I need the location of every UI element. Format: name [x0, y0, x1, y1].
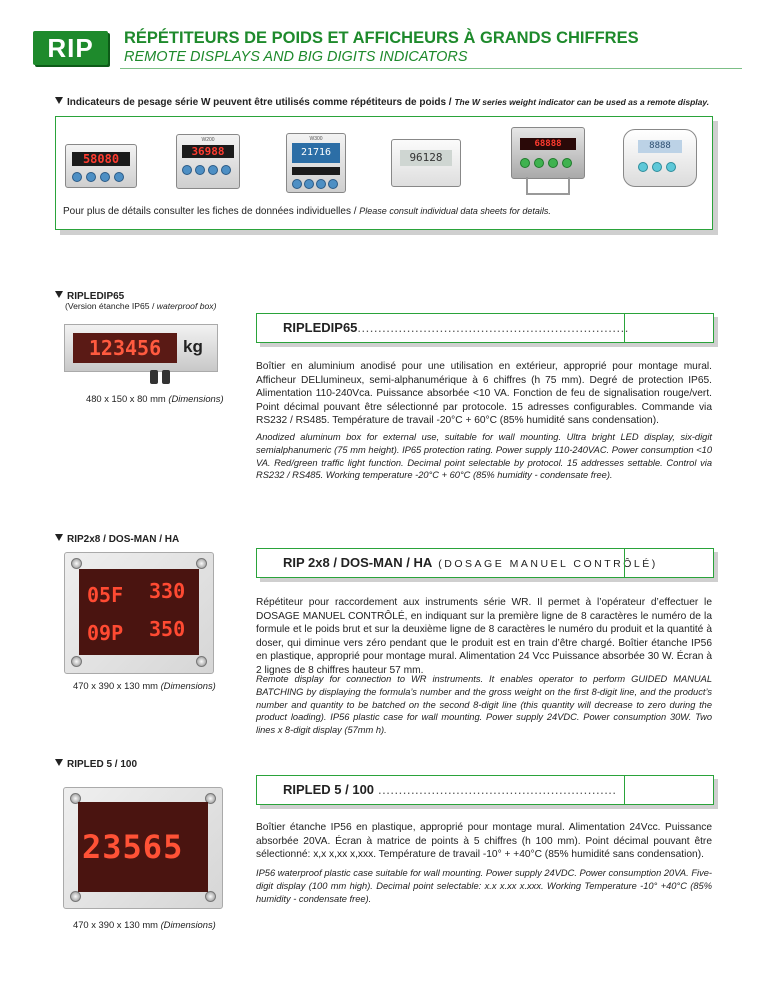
- led-line1-right: 330: [149, 579, 186, 603]
- dimensions-ripledip65: [86, 393, 224, 404]
- led-line2-right: 350: [149, 617, 186, 641]
- leader-dots: ..........................................................: [378, 782, 617, 797]
- product-title-box-ripledip65: [256, 313, 714, 343]
- device-key: [100, 172, 110, 182]
- dims-value: 480 x 150 x 80 mm: [86, 393, 169, 404]
- description-fr-ripled5: Boîtier étanche IP56 en plastique, approprié pour montage mural. Alimentation 24Vcc. Puissance absorbée 20VA. Écran à matrice de points à 5 chiffres (h 100 mm). Point décimal pouvant être sélectionné: x,x x,xx x,xxx. Température de travail -10° + +40°C (85% humidité sans condensation).: [256, 822, 712, 861]
- section-sub-fr: (Version étanche IP65 /: [65, 301, 157, 311]
- indicator-device-6: [623, 129, 697, 187]
- device-readout: 8888: [638, 140, 682, 153]
- price-cell: [624, 549, 713, 577]
- device-key: [292, 179, 302, 189]
- led-panel: [79, 569, 199, 655]
- device-key: [195, 165, 205, 175]
- ripled5-image: [63, 787, 223, 909]
- led-line2-left: 09P: [87, 621, 124, 645]
- page-subtitle: REMOTE DISPLAYS AND BIG DIGITS INDICATORS: [124, 49, 468, 65]
- leader-dots: ..................................................................: [357, 320, 629, 335]
- triangle-bullet-icon: [55, 97, 63, 104]
- screw: [70, 891, 81, 902]
- dims-label: (Dimensions): [160, 680, 216, 691]
- device-secondary-readout: [292, 167, 340, 175]
- intro-heading: [55, 97, 709, 108]
- indicator-device-4: [391, 139, 461, 187]
- device-key: [114, 172, 124, 182]
- section-heading-label: RIP2x8 / DOS-MAN / HA: [67, 534, 180, 545]
- led-readout: 123456: [88, 336, 162, 360]
- description-en-rip2x8: Remote display for connection to WR instruments. It enables operator to perform GUIDED MANUAL BATCHING by displaying the formula’s number and the gross weight on the first 8-digit line, and the product’s number and quantity to be batched on the second 8-digit line (this quantity will decrease to zero during the product loading). IP56 plastic case for wall mounting. Power supply 24VDC. Power consumption 30W. Two lines x 8-digit display (57mm h).: [256, 674, 712, 736]
- description-en-ripledip65: Anodized aluminum box for external use, suitable for wall mounting. Ultra bright LED display, six-digit semialphanumeric (75 mm height). IP65 protection rating. Power supply 110-240VAC. Power consumption <10 VA. Red/green traffic light function. Decimal point selectable by protocol. 15 addresses settable. Control via RS232 / RS485. Working temperature -20°C + 60°C (85% humidity - condensate free).: [256, 432, 712, 481]
- device-readout: 21716: [292, 143, 340, 163]
- screw: [196, 656, 207, 667]
- device-key: [534, 158, 544, 168]
- rip2x8-image: [64, 552, 214, 674]
- dims-label: (Dimensions): [168, 393, 224, 404]
- led-readout: 23565: [82, 828, 184, 866]
- device-readout: 58080: [72, 152, 130, 166]
- price-cell: [624, 776, 713, 804]
- device-key: [328, 179, 338, 189]
- cable-gland: [162, 370, 170, 384]
- page-title: RÉPÉTITEURS DE POIDS ET AFFICHEURS À GRANDS CHIFFRES: [124, 29, 639, 47]
- product-name: RIPLEDIP65: [283, 320, 358, 335]
- dimensions-ripled5: [73, 919, 216, 930]
- device-key: [652, 162, 662, 172]
- led-line1-left: 05F: [87, 583, 124, 607]
- indicator-device-1: [65, 144, 137, 188]
- product-name: RIP 2x8 / DOS-MAN / HA: [283, 555, 433, 570]
- section-heading-rip2x8: [55, 534, 179, 545]
- dims-value: 470 x 390 x 130 mm: [73, 919, 161, 930]
- device-key: [304, 179, 314, 189]
- section-subheading: [65, 301, 216, 311]
- box-note-fr: Pour plus de détails consulter les fiches de données individuelles /: [63, 206, 360, 217]
- dims-label: (Dimensions): [160, 919, 216, 930]
- section-heading-label: RIPLED 5 / 100: [67, 759, 138, 770]
- device-key: [638, 162, 648, 172]
- device-key: [520, 158, 530, 168]
- description-en-ripled5: IP56 waterproof plastic case suitable for wall mounting. Power supply 24VDC. Power consumption 20VA. Five-digit display (100 mm high). Decimal point selectable: x.x x.xx x.xxx. Working Temperature -10° +40°C (85% humidity - condensate free).: [256, 868, 712, 904]
- device-key: [221, 165, 231, 175]
- cable-gland: [150, 370, 158, 384]
- description-fr-ripledip65: Boîtier en aluminium anodisé pour une utilisation en extérieur, approprié pour montage mural. Afficheur DELlumineux, semi-alphanumérique à 6 chiffres (h 75 mm). Degré de protection IP65. Alimentation 110-240Vca. Puissance absorbée <10 VA. Fonction de feu de signalisation rouge/vert. Point décimal pouvant être sélectionné par protocole. 15 adresses configurables. Commande via RS232 / RS485. Température de travail -20°C + 60°C (85% humidité sans condensation).: [256, 361, 712, 427]
- triangle-bullet-icon: [55, 534, 63, 541]
- header-divider: [120, 68, 742, 69]
- device-key: [86, 172, 96, 182]
- intro-heading-en: The W series weight indicator can be used as a remote display.: [454, 97, 710, 107]
- device-key: [548, 158, 558, 168]
- section-heading-ripled5: [55, 759, 137, 770]
- box-note: [63, 206, 551, 217]
- box-note-en: Please consult individual data sheets for details.: [359, 206, 551, 216]
- device-readout: 96128: [400, 150, 452, 166]
- display-housing: [64, 324, 218, 372]
- screw: [71, 656, 82, 667]
- product-name-sub: (DOSAGE MANUEL CONTRÔLÉ): [438, 558, 658, 570]
- device-model-label: W200: [201, 137, 215, 143]
- device-key: [316, 179, 326, 189]
- device-key: [666, 162, 676, 172]
- dimensions-rip2x8: [73, 680, 216, 691]
- led-panel: [78, 802, 208, 892]
- rip-badge: RIP: [33, 31, 108, 65]
- device-stand: [526, 177, 570, 195]
- unit-label: kg: [183, 337, 203, 356]
- indicator-device-w300: [286, 133, 346, 193]
- led-panel: [73, 333, 177, 363]
- screw: [205, 891, 216, 902]
- screw: [71, 558, 82, 569]
- dims-value: 470 x 390 x 130 mm: [73, 680, 161, 691]
- device-key: [182, 165, 192, 175]
- triangle-bullet-icon: [55, 759, 63, 766]
- product-title-box-rip2x8: [256, 548, 714, 578]
- price-cell: [624, 314, 713, 342]
- intro-heading-fr: Indicateurs de pesage série W peuvent être utilisés comme répétiteurs de poids /: [67, 97, 455, 108]
- indicator-device-5: [511, 127, 585, 179]
- device-key: [562, 158, 572, 168]
- ripledip65-image: [64, 318, 216, 384]
- section-heading-label: RIPLEDIP65: [67, 291, 125, 302]
- section-sub-en: waterproof box): [156, 301, 217, 311]
- device-readout: 68888: [520, 138, 576, 150]
- device-readout: 36988: [182, 145, 234, 158]
- indicator-device-w200: [176, 134, 240, 189]
- device-key: [72, 172, 82, 182]
- screw: [196, 558, 207, 569]
- description-fr-rip2x8: Répétiteur pour raccordement aux instruments série WR. Il permet à l’opérateur d’effectuer le DOSAGE MANUEL CONTRÔLÉ, en indiquant sur la première ligne de 8 caractères le numéro de la formule et le poids brut et sur la deuxième ligne de 8 caractères le numéro du produit et la quantité à doser, qui diminue vers zéro pendant que le produit est en train d’être chargé. Boîtier étanche IP56 en plastique, approprié pour montage mural. Alimentation 24 Vcc Puissance absorbée 30 W. Écran à 2 lignes de 8 chiffres hauteur 57 mm.: [256, 597, 712, 676]
- device-key: [208, 165, 218, 175]
- device-model-label: W300: [309, 136, 323, 142]
- product-title-box-ripled5: [256, 775, 714, 805]
- triangle-bullet-icon: [55, 291, 63, 298]
- product-name: RIPLED 5 / 100: [283, 782, 375, 797]
